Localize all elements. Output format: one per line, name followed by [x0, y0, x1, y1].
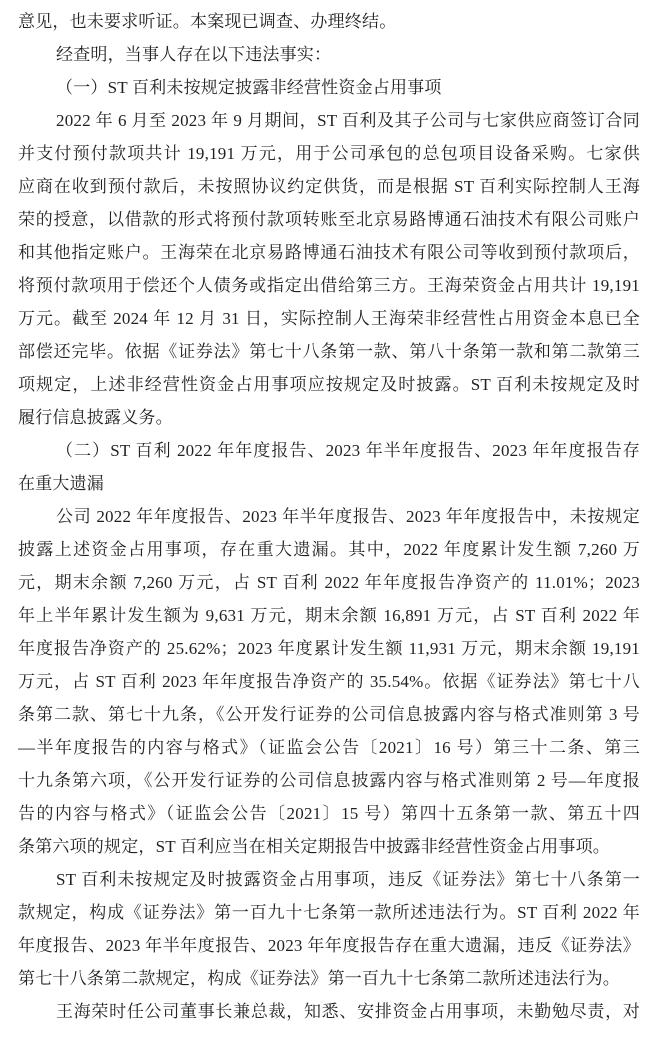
text-line: 部偿还完毕。依据《证券法》第七十八条第一款、第八十条第一款和第二款第三	[18, 342, 640, 361]
text-line: 条第二款、第七十九条，《公开发行证券的公司信息披露内容与格式准则第 3 号	[18, 705, 640, 724]
text-line: 万元。截至 2024 年 12 月 31 日，实际控制人王海荣非经营性占用资金本息已全	[18, 309, 640, 328]
text-line: 公司 2022 年年度报告、2023 年半年度报告、2023 年年度报告中，未按规定	[56, 507, 640, 526]
text-line: 款规定，构成《证券法》第一百九十七条第一款所述违法行为。ST 百利 2022 年	[18, 903, 640, 922]
text-line: 意见，也未要求听证。本案现已调查、办理终结。	[18, 12, 397, 31]
text-line: ST 百利未按规定及时披露资金占用事项，违反《证券法》第七十八条第一	[56, 870, 640, 889]
text-line: 项规定，上述非经营性资金占用事项应按规定及时披露。ST 百利未按规定及时	[18, 375, 640, 394]
text-line: 条第六项的规定，ST 百利应当在相关定期报告中披露非经营性资金占用事项。	[18, 837, 610, 856]
text-line: 元，期末余额 7,260 万元，占 ST 百利 2022 年年度报告净资产的 11.01%；2023	[18, 573, 640, 592]
text-line: —半年度报告的内容与格式》（证监会公告〔2021〕16 号）第三十二条、第三	[18, 738, 640, 757]
text-line: 年度报告净资产的 25.62%；2023 年度累计发生额 11,931 万元，期末余额 19,191	[18, 639, 640, 658]
text-line: 经查明，当事人存在以下违法事实：	[56, 45, 332, 64]
text-line: 万元，占 ST 百利 2023 年年度报告净资产的 35.54%。依据《证券法》第七十八	[18, 672, 640, 691]
text-line: 2022 年 6 月至 2023 年 9 月期间，ST 百利及其子公司与七家供应商签订合同	[56, 111, 640, 130]
text-line: 王海荣时任公司董事长兼总裁，知悉、安排资金占用事项，未勤勉尽责，对	[56, 1002, 640, 1021]
text-line: 年度报告、2023 年半年度报告、2023 年年度报告存在重大遗漏，违反《证券法》	[18, 936, 640, 955]
text-line: 告的内容与格式》（证监会公告〔2021〕15 号）第四十五条第一款、第五十四	[18, 804, 640, 823]
text-line: 荣的授意，以借款的形式将预付款项转账至北京易路博通石油技术有限公司账户	[18, 210, 640, 229]
text-line: 并支付预付款项共计 19,191 万元，用于公司承包的总包项目设备采购。七家供	[18, 144, 640, 163]
text-line: 在重大遗漏	[18, 474, 104, 493]
text-line: （二）ST 百利 2022 年年度报告、2023 年半年度报告、2023 年年度报告存	[56, 441, 640, 460]
text-line: 十九条第六项，《公开发行证券的公司信息披露内容与格式准则第 2 号—年度报	[18, 771, 640, 790]
text-line: 履行信息披露义务。	[18, 408, 173, 427]
text-line: 应商在收到预付款后，未按照协议约定供货，而是根据 ST 百利实际控制人王海	[18, 177, 640, 196]
text-line: 将预付款项用于偿还个人债务或指定出借给第三方。王海荣资金占用共计 19,191	[18, 276, 640, 295]
text-line: （一）ST 百利未按规定披露非经营性资金占用事项	[56, 78, 442, 97]
text-line: 年上半年累计发生额为 9,631 万元，期末余额 16,891 万元，占 ST 百利 2022 年	[18, 606, 640, 625]
text-line: 和其他指定账户。王海荣在北京易路博通石油技术有限公司等收到预付款项后，	[18, 243, 640, 262]
text-line: 第七十八条第二款规定，构成《证券法》第一百九十七条第二款所述违法行为。	[18, 969, 620, 988]
text-line: 披露上述资金占用事项，存在重大遗漏。其中，2022 年度累计发生额 7,260 万	[18, 540, 640, 559]
